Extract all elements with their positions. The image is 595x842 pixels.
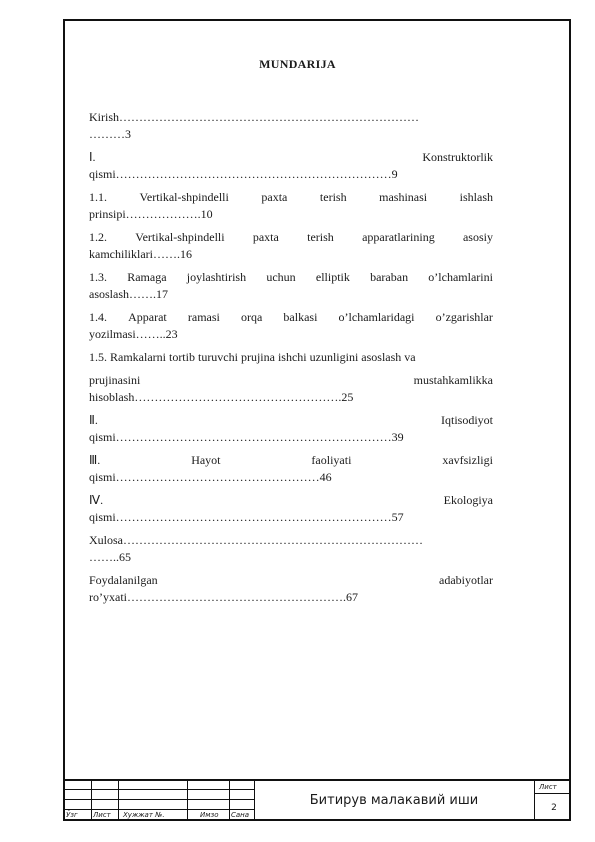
toc-entry-word: 1.4. (89, 310, 107, 324)
toc-entry-page: kamchiliklari…….16 (89, 247, 192, 261)
toc-entry (89, 269, 493, 303)
toc-entry (89, 229, 493, 263)
toc-entry-page: prinsipi……………….10 (89, 207, 213, 221)
toc-entry-word: Iqtisodiyot (440, 413, 493, 427)
toc-entry-word: terish (319, 190, 347, 204)
toc-entry (89, 109, 493, 143)
toc-entry-word: prujinasini (89, 373, 141, 387)
toc-entry (89, 452, 493, 486)
toc-entry-word: Konstruktorlik (422, 150, 493, 164)
toc-entry-word: mashinasi (379, 190, 428, 204)
toc-entry-word: Hayot (191, 453, 221, 467)
stamp-label-change: Ўзг (66, 811, 78, 819)
toc-entry-word: Vertikal-shpindelli (139, 190, 229, 204)
toc-entry-word: Ⅱ. (89, 413, 98, 427)
toc-entry (89, 492, 493, 526)
toc-entry-word: xavfsizligi (442, 453, 493, 467)
toc-entry-word: Kirish………………………………………………………………… (89, 110, 419, 124)
toc-entry (89, 189, 493, 223)
toc-entry-word: adabiyotlar (439, 573, 493, 587)
toc-entry-word: paxta (261, 190, 288, 204)
title-block (63, 779, 571, 821)
stamp-label-doc-no: Хужжат №. (123, 811, 165, 819)
toc-entry-word: Ⅲ. (89, 453, 101, 467)
toc-entry-page: ……..65 (89, 550, 131, 564)
toc-entry-word: balkasi (283, 310, 318, 324)
toc-entry-word: asosiy (462, 230, 493, 244)
toc-entry-word: Ⅳ. (89, 493, 104, 507)
toc-entry-word: uchun (266, 270, 296, 284)
toc-entry-word: orqa (240, 310, 263, 324)
toc-entry (89, 349, 493, 366)
toc-entry-page: ………3 (89, 127, 131, 141)
toc-entry (89, 572, 493, 606)
page-number: 2 (551, 803, 557, 813)
toc-entry-word: o’lchamlaridagi (338, 310, 415, 324)
toc-entry-word: 1.5. Ramkalarni tortib turuvchi prujina ishchi uzunligini asoslash va (89, 350, 416, 364)
toc-entry-page: ro’yxati……………………………………………….67 (89, 590, 358, 604)
toc-entry-page: qismi……………………………………………………………9 (89, 167, 398, 181)
toc-entry-word: ramasi (187, 310, 220, 324)
document-title: Битирув малакавий иши (309, 793, 479, 808)
toc-entry-word: paxta (252, 230, 279, 244)
toc-entry-page: yozilmasi……..23 (89, 327, 178, 341)
toc-entry-word: 1.3. (89, 270, 107, 284)
toc-entry-page: asoslash…….17 (89, 287, 168, 301)
toc-entry-word: o’zgarishlar (435, 310, 493, 324)
toc-entry (89, 412, 493, 446)
toc-entry-word: Ekologiya (443, 493, 493, 507)
toc-entry-word: apparatlarining (362, 230, 435, 244)
toc-entry-word: elliptik (315, 270, 350, 284)
toc-entry-word: baraban (370, 270, 409, 284)
toc-entry (89, 532, 493, 566)
toc-entry-word: mustahkamlikka (413, 373, 493, 387)
page-title: MUNDARIJA (259, 57, 336, 71)
toc-entry-word: terish (307, 230, 334, 244)
stamp-label-signature: Имзо (200, 811, 219, 819)
stamp-label-date: Сана (231, 811, 250, 819)
toc-entry-word: Xulosa………………………………………………………………… (89, 533, 423, 547)
toc-entry-word: Ⅰ. (89, 150, 96, 164)
stamp-label-sheet: Лист (93, 811, 111, 819)
toc-entry-word: joylashtirish (186, 270, 247, 284)
toc-entry-page: qismi……………………………………………46 (89, 470, 332, 484)
toc-entry-word: Ramaga (127, 270, 167, 284)
toc-entry-word: 1.2. (89, 230, 107, 244)
toc-entry-word: Vertikal-shpindelli (135, 230, 225, 244)
toc-entry-word: ishlash (459, 190, 493, 204)
toc-entry (89, 372, 493, 406)
toc-entry-word: faoliyati (311, 453, 352, 467)
toc-entry (89, 149, 493, 183)
toc-entry-word: 1.1. (89, 190, 107, 204)
sheet-label: Лист (539, 783, 557, 791)
toc-entry-page: qismi……………………………………………………………57 (89, 510, 404, 524)
toc-entry-word: Foydalanilgan (89, 573, 158, 587)
toc-entry-page: qismi……………………………………………………………39 (89, 430, 404, 444)
toc-entry (89, 309, 493, 343)
toc-entry-page: hisoblash…………………………………………….25 (89, 390, 354, 404)
toc-entry-word: Apparat (128, 310, 167, 324)
toc-entry-word: o’lchamlarini (428, 270, 493, 284)
table-of-contents (89, 109, 493, 612)
